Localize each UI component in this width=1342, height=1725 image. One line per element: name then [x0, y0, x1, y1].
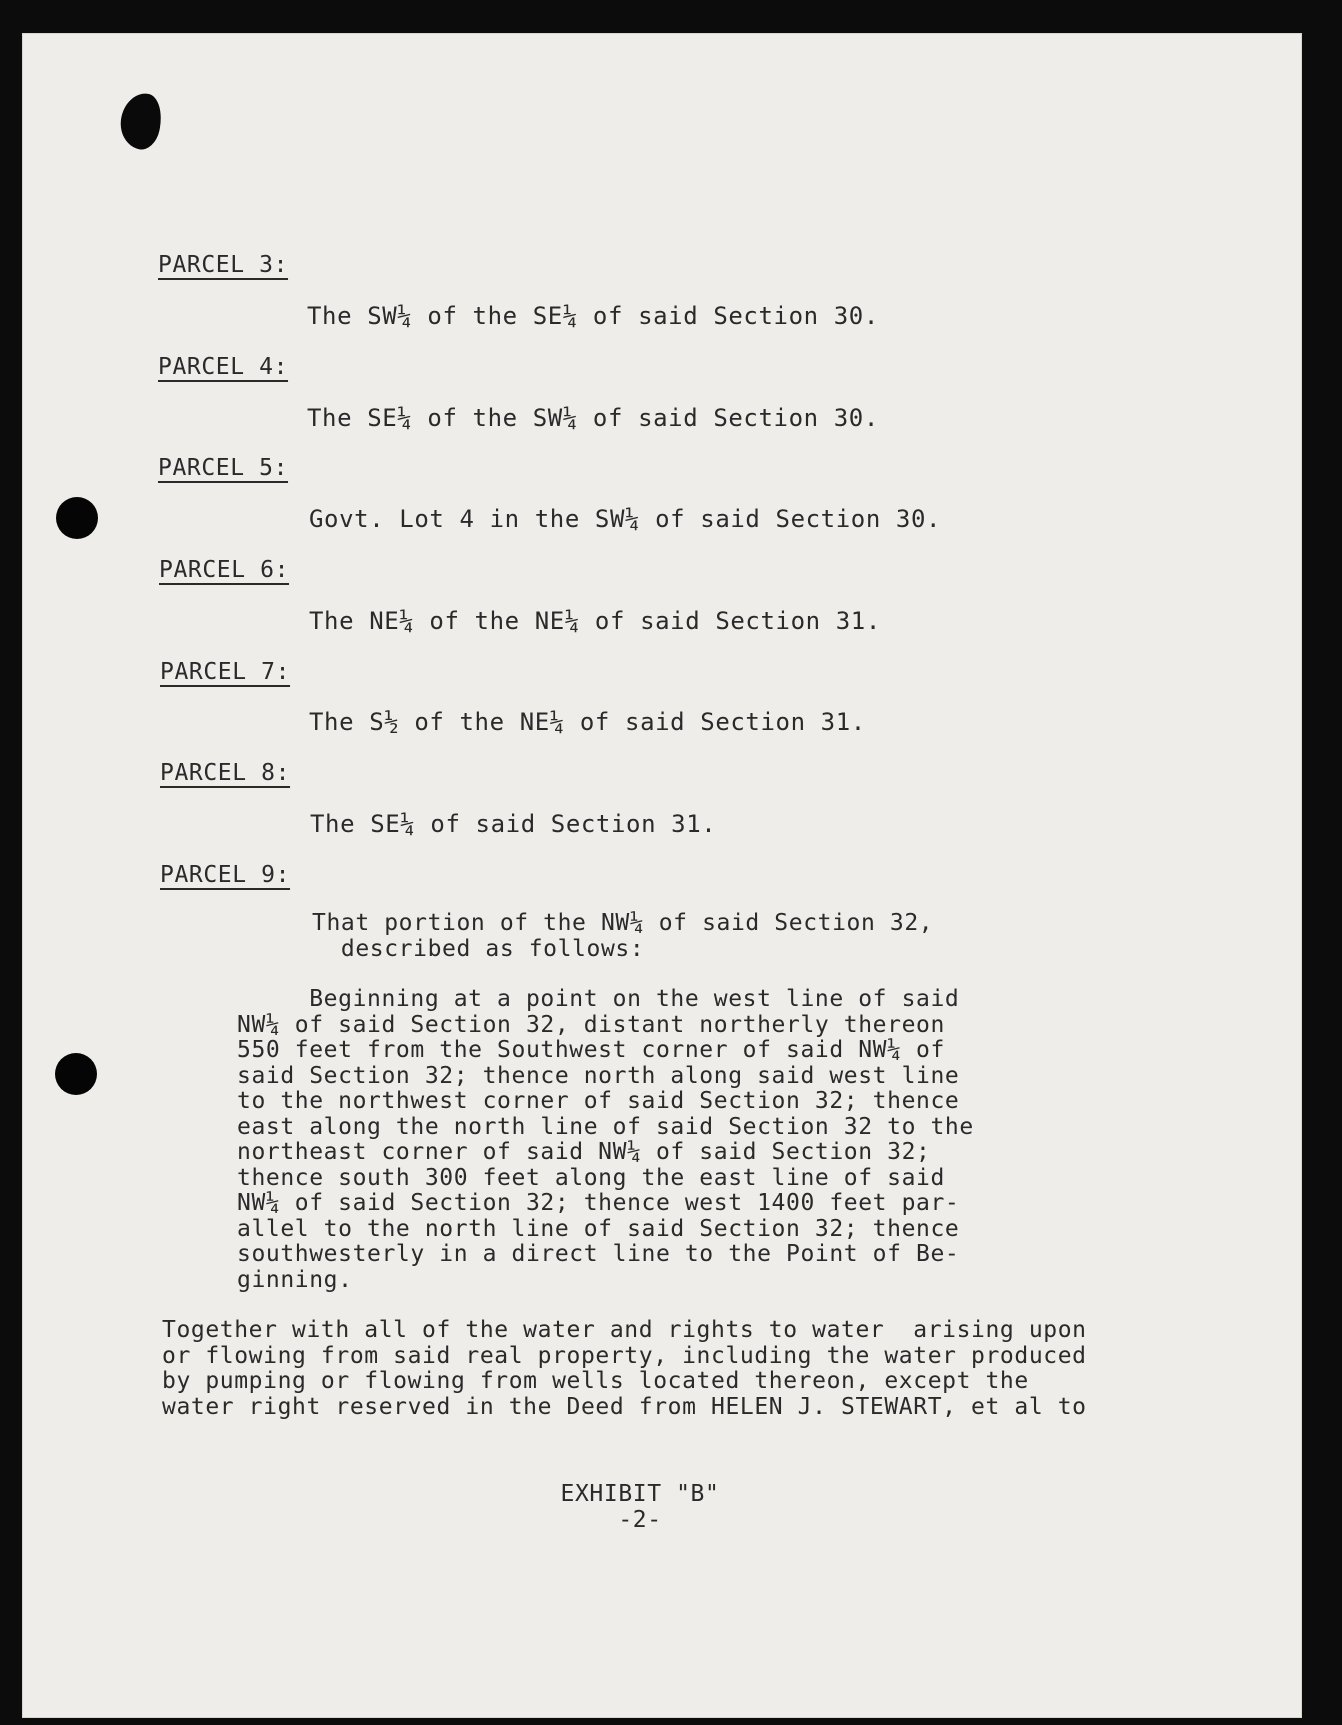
parcel-7-label: PARCEL 7: — [160, 659, 291, 685]
water-rights-paragraph: Together with all of the water and rights to water arising upon or flowing from said real property, including the water produced by pumping or flowing from wells located thereon, except the water right reserved in the Deed from HELEN J. STEWART, et al to — [162, 1317, 1087, 1420]
metes-and-bounds-description: Beginning at a point on the west line of said NW¼ of said Section 32, distant northerly thereon 550 feet from the Southwest corner of said NW¼ of said Section 32; thence north along said west line to the northwest corner of said Section 32; thence east along the north line of said Section 32 to the northeast corner of said NW¼ of said Section 32; thence south 300 feet along the east line of said NW¼ of said Section 32; thence west 1400 feet par- allel to the north line of said Section 32; thence southwesterly in a direct line to the Point of Be- ginning. — [237, 986, 974, 1293]
exhibit-label: EXHIBIT "B" — [560, 1481, 720, 1507]
parcel-5-description: Govt. Lot 4 in the SW¼ of said Section 30. — [309, 505, 942, 533]
parcel-6-label: PARCEL 6: — [159, 557, 290, 583]
parcel-9-label: PARCEL 9: — [160, 862, 291, 888]
parcel-8-label: PARCEL 8: — [160, 760, 291, 786]
punch-hole — [55, 1053, 97, 1095]
page-number: -2- — [618, 1507, 662, 1533]
parcel-3-label: PARCEL 3: — [158, 252, 289, 278]
parcel-7-description: The S½ of the NE¼ of said Section 31. — [309, 708, 866, 736]
parcel-9-description: That portion of the NW¼ of said Section 32, described as follows: — [312, 910, 934, 962]
punch-hole — [56, 497, 98, 539]
parcel-5-label: PARCEL 5: — [158, 455, 289, 481]
parcel-4-description: The SE¼ of the SW¼ of said Section 30. — [307, 404, 879, 432]
parcel-4-label: PARCEL 4: — [158, 354, 289, 380]
parcel-6-description: The NE¼ of the NE¼ of said Section 31. — [309, 607, 881, 635]
parcel-8-description: The SE¼ of said Section 31. — [310, 810, 717, 838]
parcel-3-description: The SW¼ of the SE¼ of said Section 30. — [307, 302, 879, 330]
